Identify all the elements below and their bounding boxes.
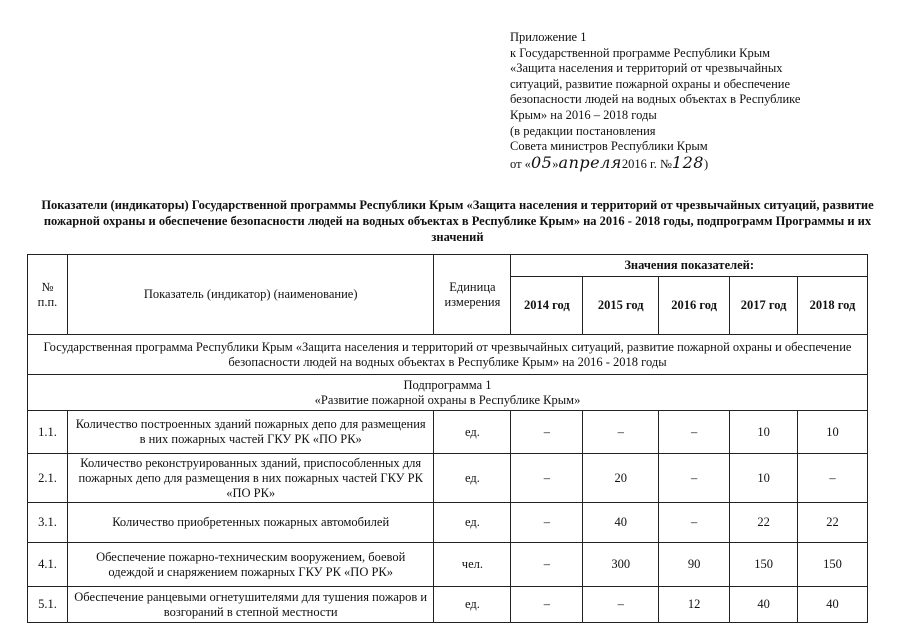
- row-unit: ед.: [434, 503, 511, 543]
- row-value: 300: [583, 543, 659, 587]
- program-row: [28, 335, 868, 375]
- table-row: [28, 411, 868, 454]
- date-prefix: от «: [510, 156, 531, 171]
- date-year: 2016 г. №: [621, 156, 672, 171]
- header-unit: Единица измерения: [434, 255, 511, 335]
- row-value: –: [511, 503, 583, 543]
- table-row: [28, 543, 868, 587]
- handwritten-month: апреля: [558, 152, 622, 172]
- row-unit: ед.: [434, 454, 511, 503]
- document-title: Показатели (индикаторы) Государственной программы Республики Крым «Защита населения и территорий от чрезвычайных ситуаций, развитие пожарной охраны и обеспечение безопасности людей на водных объектах в Республике Крым» на 2016 - 2018 годы, подпрограмм Программы и их значений: [41, 198, 874, 244]
- header-year: 2018 год: [798, 277, 868, 335]
- row-value: –: [659, 411, 730, 454]
- row-value: –: [511, 543, 583, 587]
- row-indicator: Обеспечение ранцевыми огнетушителями для тушения пожаров и возгораний в степной местности: [67, 587, 433, 623]
- header-indicator: Показатель (индикатор) (наименование): [67, 255, 433, 335]
- row-value: –: [511, 411, 583, 454]
- header-num: № п.п.: [28, 255, 68, 335]
- row-value: –: [511, 454, 583, 503]
- row-value: 10: [730, 454, 798, 503]
- row-value: –: [583, 587, 659, 623]
- table-row: [28, 454, 868, 503]
- header-year: 2016 год: [659, 277, 730, 335]
- row-value: 150: [798, 543, 868, 587]
- row-value: –: [511, 587, 583, 623]
- appendix-line: к Государственной программе Республики Крым: [510, 45, 771, 60]
- row-unit: ед.: [434, 587, 511, 623]
- table-row: [28, 587, 868, 623]
- row-value: –: [659, 454, 730, 503]
- header-values: Значения показателей:: [511, 255, 868, 277]
- appendix-line: Приложение 1: [510, 30, 587, 44]
- row-num: 5.1.: [28, 587, 68, 623]
- row-value: –: [798, 454, 868, 503]
- row-value: 20: [583, 454, 659, 503]
- table-row: [28, 503, 868, 543]
- row-value: 90: [659, 543, 730, 587]
- row-value: 12: [659, 587, 730, 623]
- row-value: 40: [583, 503, 659, 543]
- appendix-line: (в редакции постановления: [510, 123, 656, 138]
- row-indicator: Количество построенных зданий пожарных депо для размещения в них пожарных частей ГКУ РК «ПО РК»: [67, 411, 433, 454]
- row-indicator: Обеспечение пожарно-техническим вооружением, боевой одеждой и снаряжением пожарных ГКУ РК «ПО РК»: [67, 543, 433, 587]
- row-value: 10: [798, 411, 868, 454]
- subprogram-line: «Развитие пожарной охраны в Республике Крым»: [314, 392, 581, 407]
- row-value: 40: [798, 587, 868, 623]
- date-suffix: ): [703, 156, 709, 171]
- appendix-line: «Защита населения и территорий от чрезвычайных: [510, 61, 783, 76]
- row-value: –: [583, 411, 659, 454]
- appendix-header: [510, 30, 850, 172]
- subprogram-title: [28, 375, 868, 411]
- header-year: 2017 год: [730, 277, 798, 335]
- appendix-line: безопасности людей на водных объектах в Республике: [510, 92, 801, 107]
- row-unit: чел.: [434, 543, 511, 587]
- row-value: 150: [730, 543, 798, 587]
- row-value: 10: [730, 411, 798, 454]
- header-year: 2014 год: [511, 277, 583, 335]
- subprogram-line: Подпрограмма 1: [403, 377, 492, 392]
- row-value: 22: [798, 503, 868, 543]
- appendix-line: Совета министров Республики Крым: [510, 139, 708, 154]
- row-value: –: [659, 503, 730, 543]
- table-header-row: [28, 255, 868, 277]
- handwritten-day: 05: [530, 152, 553, 172]
- resolution-date-line: от «05»апреля2016 г. №128): [510, 152, 709, 172]
- row-unit: ед.: [434, 411, 511, 454]
- row-value: 40: [730, 587, 798, 623]
- row-indicator: Количество реконструированных зданий, приспособленных для пожарных депо для размещения в них пожарных частей ГКУ РК «ПО РК»: [67, 454, 433, 503]
- handwritten-number: 128: [671, 152, 704, 172]
- header-year: 2015 год: [583, 277, 659, 335]
- appendix-line: Крым» на 2016 – 2018 годы: [510, 107, 657, 122]
- appendix-line: ситуаций, развитие пожарной охраны и обеспечение: [510, 76, 791, 91]
- row-num: 4.1.: [28, 543, 68, 587]
- row-indicator: Количество приобретенных пожарных автомобилей: [67, 503, 433, 543]
- row-num: 1.1.: [28, 411, 68, 454]
- program-title: Государственная программа Республики Крым «Защита населения и территорий от чрезвычайных ситуаций, развитие пожарной охраны и обеспечение безопасности людей на водных объектах в Республике Крым» на 2016 - 2018 годы: [28, 335, 868, 375]
- subprogram-row: [28, 375, 868, 411]
- row-num: 3.1.: [28, 503, 68, 543]
- indicators-table: [27, 254, 868, 623]
- row-num: 2.1.: [28, 454, 68, 503]
- row-value: 22: [730, 503, 798, 543]
